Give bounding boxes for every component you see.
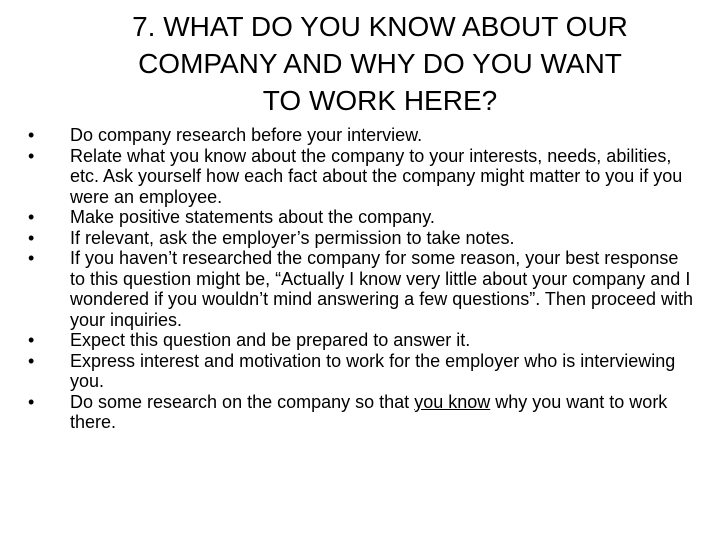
bullet-icon: • <box>28 391 35 412</box>
bullet-list <box>28 125 698 433</box>
bullet-icon: • <box>28 125 35 145</box>
bullet-item <box>28 351 698 392</box>
bullet-item <box>28 125 698 146</box>
bullet-text-after: why you want to work there. <box>70 391 668 432</box>
bullet-icon: • <box>28 227 35 248</box>
bullet-icon: • <box>28 207 35 227</box>
bullet-item <box>28 146 698 208</box>
bullet-text: Express interest and motivation to work for the employer who is interviewing you. <box>70 350 676 391</box>
bullet-text-before: Do some research on the company so that <box>70 391 415 412</box>
bullet-item <box>28 207 698 228</box>
bullet-text: Do company research before your interview. <box>70 125 423 145</box>
bullet-item <box>28 248 698 330</box>
title-line-2: COMPANY AND WHY DO YOU WANT <box>138 48 622 79</box>
bullet-text: Make positive statements about the company. <box>70 207 435 227</box>
bullet-icon: • <box>28 350 35 371</box>
slide-title <box>60 8 700 119</box>
bullet-item <box>28 330 698 351</box>
underlined-phrase: you know <box>414 391 491 412</box>
title-line-3: TO WORK HERE? <box>262 85 498 116</box>
bullet-text: Expect this question and be prepared to answer it. <box>70 330 471 350</box>
bullet-text-last <box>70 392 667 433</box>
bullet-text: If relevant, ask the employer’s permission to take notes. <box>70 227 515 248</box>
bullet-item <box>28 392 698 433</box>
bullet-text: If you haven’t researched the company for some reason, your best response to this question might be, “Actually I know very little about your company and I wondered if you wouldn’t mind answering a few questions”. Then proceed with your inquiries. <box>70 248 694 330</box>
bullet-item <box>28 228 698 249</box>
bullet-text: Relate what you know about the company to your interests, needs, abilities, etc. Ask yourself how each fact about the company might matter to you if you were an employee. <box>70 145 683 207</box>
bullet-icon: • <box>28 145 35 166</box>
bullet-icon: • <box>28 248 35 268</box>
bullet-icon: • <box>28 330 35 350</box>
title-line-1: 7. WHAT DO YOU KNOW ABOUT OUR <box>132 11 628 42</box>
